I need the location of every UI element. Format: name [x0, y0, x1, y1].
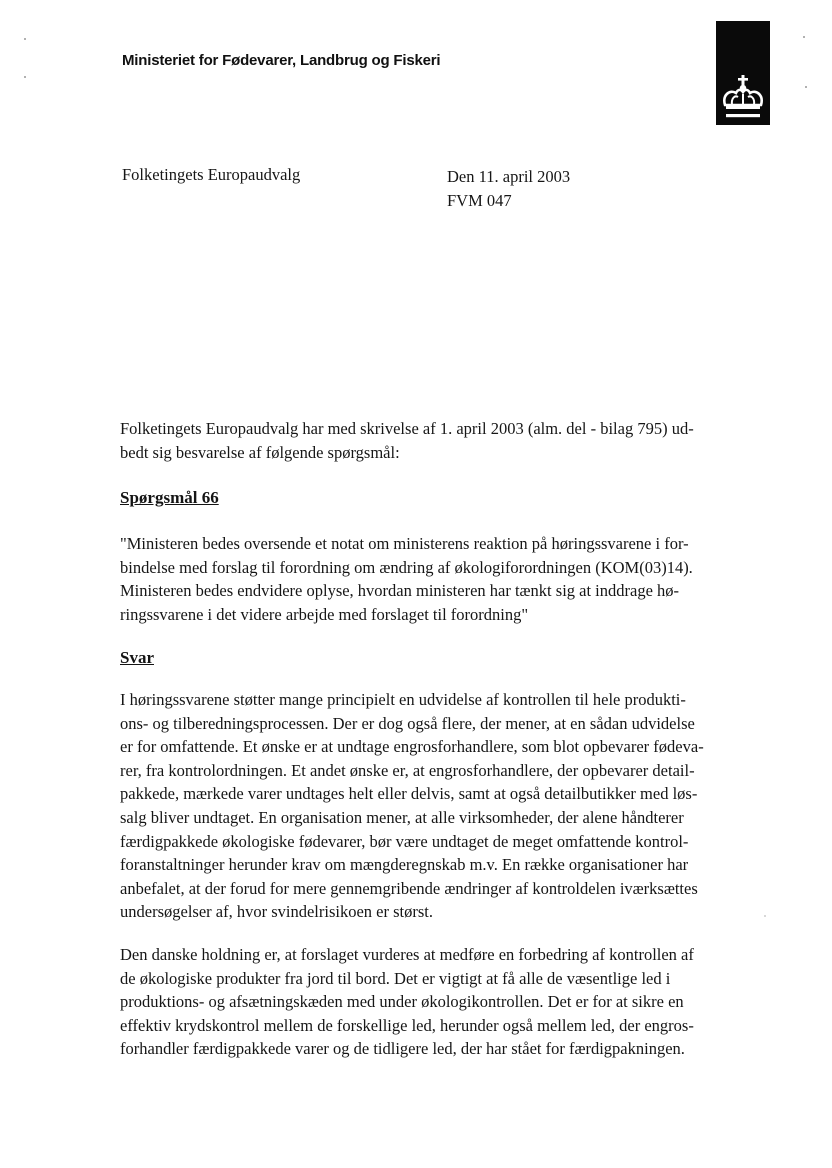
text-line: I høringssvarene støtter mange principielt en udvidelse af kontrollen til hele produkti- — [120, 690, 686, 709]
text-line: forhandler færdigpakkede varer og de tidligere led, der har stået for færdigpakningen. — [120, 1039, 685, 1059]
ministry-name: Ministeriet for Fødevarer, Landbrug og Fiskeri — [122, 52, 441, 69]
text-line: pakkede, mærkede varer undtages helt eller delvis, samt at også detailbutikker med løs- — [120, 784, 698, 804]
crown-icon — [720, 75, 766, 119]
text-line: undersøgelser af, hvor svindelrisikoen er størst. — [120, 902, 433, 922]
text-line: Folketingets Europaudvalg har med skrivelse af 1. april 2003 (alm. del - bilag 795) ud- — [120, 419, 694, 438]
date-block — [447, 165, 570, 213]
text-line: bedt sig besvarelse af følgende spørgsmål: — [120, 442, 400, 462]
scan-speck — [764, 915, 766, 917]
intro-paragraph — [120, 417, 712, 464]
text-line: Den danske holdning er, at forslaget vurderes at medføre en forbedring af kontrollen af — [120, 945, 694, 964]
scan-speck — [24, 38, 26, 40]
question-text — [120, 532, 712, 626]
text-line: ringssvarene i det videre arbejde med forslaget til forordning" — [120, 604, 529, 624]
question-heading: Spørgsmål 66 — [120, 488, 219, 507]
text-line: de økologiske produkter fra jord til bord. Det er vigtigt at få alle de væsentlige led i — [120, 968, 671, 988]
scan-speck — [805, 86, 807, 88]
text-line: effektiv krydskontrol mellem de forskellige led, herunder også mellem led, der engros- — [120, 1015, 694, 1035]
text-line: Ministeren bedes endvidere oplyse, hvordan ministeren har tænkt sig at inddrage hø- — [120, 581, 680, 601]
scan-speck — [24, 76, 26, 78]
ministry-logo — [716, 21, 770, 125]
letter-date: Den 11. april 2003 — [447, 167, 571, 186]
text-line: rer, fra kontrolordningen. Et andet ønske er, at engrosforhandlere, der opbevarer detail- — [120, 760, 695, 780]
answer-paragraph-1 — [120, 688, 712, 924]
reference-number: FVM 047 — [447, 191, 512, 210]
text-line: ons- og tilberedningsprocessen. Der er dog også flere, der mener, at en sådan udvidelse — [120, 713, 695, 733]
text-line: er for omfattende. Et ønske er at undtage engrosforhandlere, som blot opbevarer fødeva- — [120, 737, 704, 757]
answer-paragraph-2 — [120, 943, 712, 1061]
text-line: færdigpakkede økologiske fødevarer, bør være undtaget de meget omfattende kontrol- — [120, 831, 689, 851]
answer-heading: Svar — [120, 648, 154, 667]
text-line: salg bliver undtaget. En organisation mener, at alle virksomheder, der alene håndterer — [120, 807, 684, 827]
scan-speck — [803, 36, 805, 38]
text-line: foranstaltninger herunder krav om mængderegnskab m.v. En række organisationer har — [120, 855, 689, 875]
text-line: "Ministeren bedes oversende et notat om ministerens reaktion på høringssvarene i for- — [120, 534, 689, 553]
recipient: Folketingets Europaudvalg — [122, 165, 301, 184]
text-line: bindelse med forslag til forordning om ændring af økologiforordningen (KOM(03)14). — [120, 557, 693, 577]
text-line: produktions- og afsætningskæden med under økologikontrollen. Det er for at sikre en — [120, 992, 684, 1012]
text-line: anbefalet, at der forud for mere gennemgribende ændringer af kontroldelen iværksættes — [120, 878, 698, 898]
